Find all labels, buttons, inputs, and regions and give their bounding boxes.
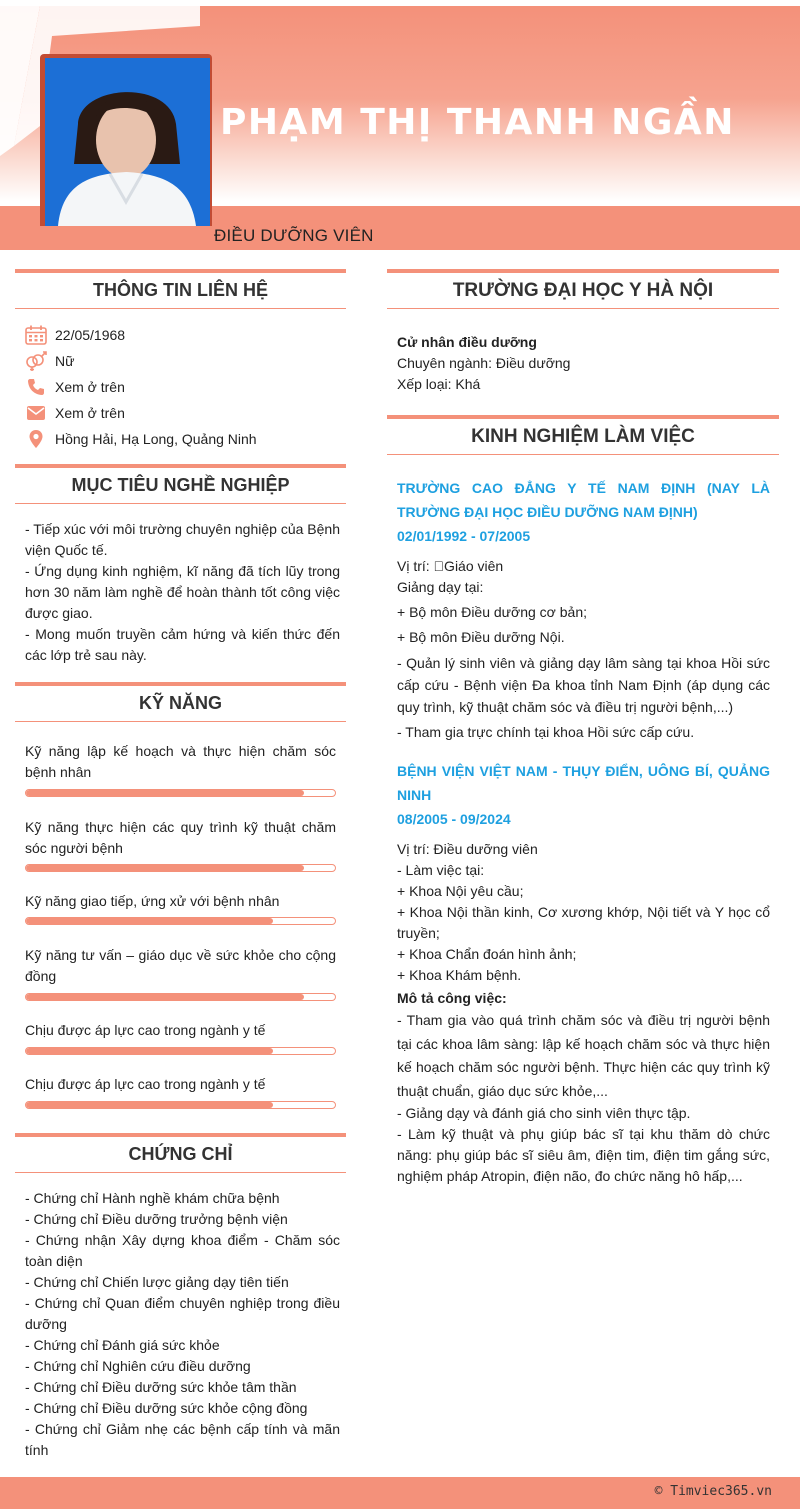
address-text: Hồng Hải, Hạ Long, Quảng Ninh bbox=[55, 431, 257, 447]
skill-name: Chịu được áp lực cao trong ngành y tế bbox=[25, 1022, 266, 1038]
objective-line: - Tiếp xúc với môi trường chuyên nghiệp của Bệnh viện Quốc tế. bbox=[25, 521, 340, 558]
job-title: ĐIỀU DƯỠNG VIÊN bbox=[214, 226, 374, 245]
skill-name: Chịu được áp lực cao trong ngành y tế bbox=[25, 1076, 266, 1092]
contact-address bbox=[24, 428, 257, 450]
skill-name: Kỹ năng tư vấn – giáo dục về sức khỏe cho cộng đồng bbox=[25, 947, 336, 984]
certificates-heading: CHỨNG CHỈ bbox=[15, 1133, 346, 1173]
certificate-item: - Chứng chỉ Điều dưỡng sức khỏe cộng đồng bbox=[25, 1400, 308, 1416]
certificate-item: - Chứng chỉ Đánh giá sức khỏe bbox=[25, 1337, 220, 1353]
mail-icon bbox=[24, 403, 48, 423]
skill-bar bbox=[25, 993, 336, 1001]
footer-credit: © Timviec365.vn bbox=[654, 1484, 772, 1499]
phone-icon bbox=[24, 377, 48, 397]
skill-bar-fill bbox=[26, 1048, 273, 1054]
education-heading: TRƯỜNG ĐẠI HỌC Y HÀ NỘI bbox=[387, 269, 779, 309]
job-company: TRƯỜNG CAO ĐẲNG Y TẾ NAM ĐỊNH (NAY LÀ TRƯỜNG ĐẠI HỌC ĐIỀU DƯỠNG NAM ĐỊNH) bbox=[397, 480, 770, 520]
job-details bbox=[397, 839, 770, 1187]
objective-line: - Ứng dụng kinh nghiệm, kĩ năng đã tích lũy trong hơn 30 năm làm nghề để hoàn thành tốt công việc được giao. bbox=[25, 563, 340, 621]
job-line: + Khoa Nội thần kinh, Cơ xương khớp, Nội tiết và Y học cổ truyền; bbox=[397, 904, 770, 941]
header-banner bbox=[0, 6, 800, 250]
objective-line: - Mong muốn truyền cảm hứng và kiến thức đến các lớp trẻ sau này. bbox=[25, 626, 340, 663]
portrait-image bbox=[40, 54, 212, 226]
contact-phone bbox=[24, 376, 125, 398]
certificate-item: - Chứng nhận Xây dựng khoa điểm - Chăm sóc toàn diện bbox=[25, 1232, 340, 1269]
location-icon bbox=[24, 429, 48, 449]
skill-bar-fill bbox=[26, 790, 304, 796]
job-line: - Tham gia trực chính tại khoa Hồi sức cấp cứu. bbox=[397, 724, 695, 740]
certificate-item: - Chứng chỉ Chiến lược giảng dạy tiên tiến bbox=[25, 1274, 289, 1290]
email-text: Xem ở trên bbox=[55, 405, 125, 421]
contact-email bbox=[24, 402, 125, 424]
skill-bar bbox=[25, 917, 336, 925]
job-desc-line: - Tham gia vào quá trình chăm sóc và điều trị người bệnh tại các khoa lâm sàng: lập kế hoạch chăm sóc và thực hiện kế hoạch chăm sóc người bệnh. Thực hiện các quy trình kỹ thuật chuẩn, giáo dục sức khỏe,... bbox=[397, 1012, 770, 1099]
job-line: + Bộ môn Điều dưỡng Nội. bbox=[397, 629, 565, 645]
certificate-item: - Chứng chỉ Điều dưỡng sức khỏe tâm thần bbox=[25, 1379, 297, 1395]
skill-bar bbox=[25, 1047, 336, 1055]
certificate-item: - Chứng chỉ Quan điểm chuyên nghiệp trong điều dưỡng bbox=[25, 1295, 340, 1332]
education-body bbox=[397, 332, 777, 395]
job-line: Giảng dạy tại: bbox=[397, 579, 484, 595]
calendar-icon bbox=[24, 325, 48, 345]
certificate-item: - Chứng chỉ Điều dưỡng trưởng bệnh viện bbox=[25, 1211, 288, 1227]
education-rank: Xếp loại: Khá bbox=[397, 376, 481, 392]
footer-bar bbox=[0, 1477, 800, 1509]
skill-bar-fill bbox=[26, 865, 304, 871]
objective-body bbox=[25, 519, 340, 666]
certificates-list bbox=[25, 1188, 340, 1461]
job-company: BỆNH VIỆN VIỆT NAM - THỤY ĐIỂN, UÔNG BÍ, QUẢNG NINH bbox=[397, 763, 770, 803]
experience-heading: KINH NGHIỆM LÀM VIỆC bbox=[387, 415, 779, 455]
candidate-name: PHẠM THỊ THANH NGẦN bbox=[220, 102, 735, 143]
job-line: + Bộ môn Điều dưỡng cơ bản; bbox=[397, 604, 588, 620]
job-period: 02/01/1992 - 07/2005 bbox=[397, 528, 531, 544]
job-position: Vị trí: Điều dưỡng viên bbox=[397, 841, 538, 857]
job-line: + Khoa Chẩn đoán hình ảnh; bbox=[397, 946, 577, 962]
certificate-item: - Chứng chỉ Giảm nhẹ các bệnh cấp tính và mãn tính bbox=[25, 1421, 340, 1458]
skills-heading: KỸ NĂNG bbox=[15, 682, 346, 722]
job-line: + Khoa Khám bệnh. bbox=[397, 967, 522, 983]
skill-bar-fill bbox=[26, 918, 273, 924]
education-major: Chuyên ngành: Điều dưỡng bbox=[397, 355, 571, 371]
contact-gender bbox=[24, 350, 74, 372]
job-line: - Làm việc tại: bbox=[397, 862, 485, 878]
birthday-text: 22/05/1968 bbox=[55, 327, 126, 343]
certificate-item: - Chứng chỉ Nghiên cứu điều dưỡng bbox=[25, 1358, 251, 1374]
job-desc-heading: Mô tả công việc: bbox=[397, 990, 507, 1006]
skill-bar-fill bbox=[26, 994, 304, 1000]
skill-bar bbox=[25, 789, 336, 797]
phone-text: Xem ở trên bbox=[55, 379, 125, 395]
skill-bar-fill bbox=[26, 1102, 273, 1108]
skill-name: Kỹ năng giao tiếp, ứng xử với bệnh nhân bbox=[25, 893, 280, 909]
objective-heading: MỤC TIÊU NGHỀ NGHIỆP bbox=[15, 464, 346, 504]
job-period: 08/2005 - 09/2024 bbox=[397, 811, 511, 827]
skill-bar bbox=[25, 1101, 336, 1109]
contact-birthday bbox=[24, 324, 125, 346]
job-position: Vị trí:  Giáo viên bbox=[397, 558, 504, 574]
education-degree: Cử nhân điều dưỡng bbox=[397, 334, 537, 350]
skill-name: Kỹ năng thực hiện các quy trình kỹ thuật chăm sóc người bệnh bbox=[25, 819, 336, 856]
certificate-item: - Chứng chỉ Hành nghề khám chữa bệnh bbox=[25, 1190, 280, 1206]
job-line: + Khoa Nội yêu cầu; bbox=[397, 883, 524, 899]
job-desc-line: - Giảng dạy và đánh giá cho sinh viên thực tập. bbox=[397, 1105, 691, 1121]
profile-photo bbox=[40, 54, 212, 226]
skill-name: Kỹ năng lập kế hoạch và thực hiện chăm sóc bệnh nhân bbox=[25, 743, 336, 780]
job-desc-line: - Làm kỹ thuật và phụ giúp bác sĩ tại khu thăm dò chức năng: phụ giúp bác sĩ siêu âm, điện tim, điện tim gắng sức, nghiệm pháp Atropin, điện não, đo chức năng hô hấp,... bbox=[397, 1126, 770, 1184]
gender-text: Nữ bbox=[55, 353, 75, 369]
gender-icon bbox=[24, 351, 48, 371]
job-details bbox=[397, 556, 770, 743]
job-line: - Quản lý sinh viên và giảng dạy lâm sàng tại khoa Hồi sức cấp cứu - Bệnh viện Đa khoa tỉnh Nam Định (áp dụng các quy trình, kỹ thuật chăm sóc và điều trị người bệnh,...) bbox=[397, 655, 770, 715]
contact-heading: THÔNG TIN LIÊN HỆ bbox=[15, 269, 346, 309]
skill-bar bbox=[25, 864, 336, 872]
